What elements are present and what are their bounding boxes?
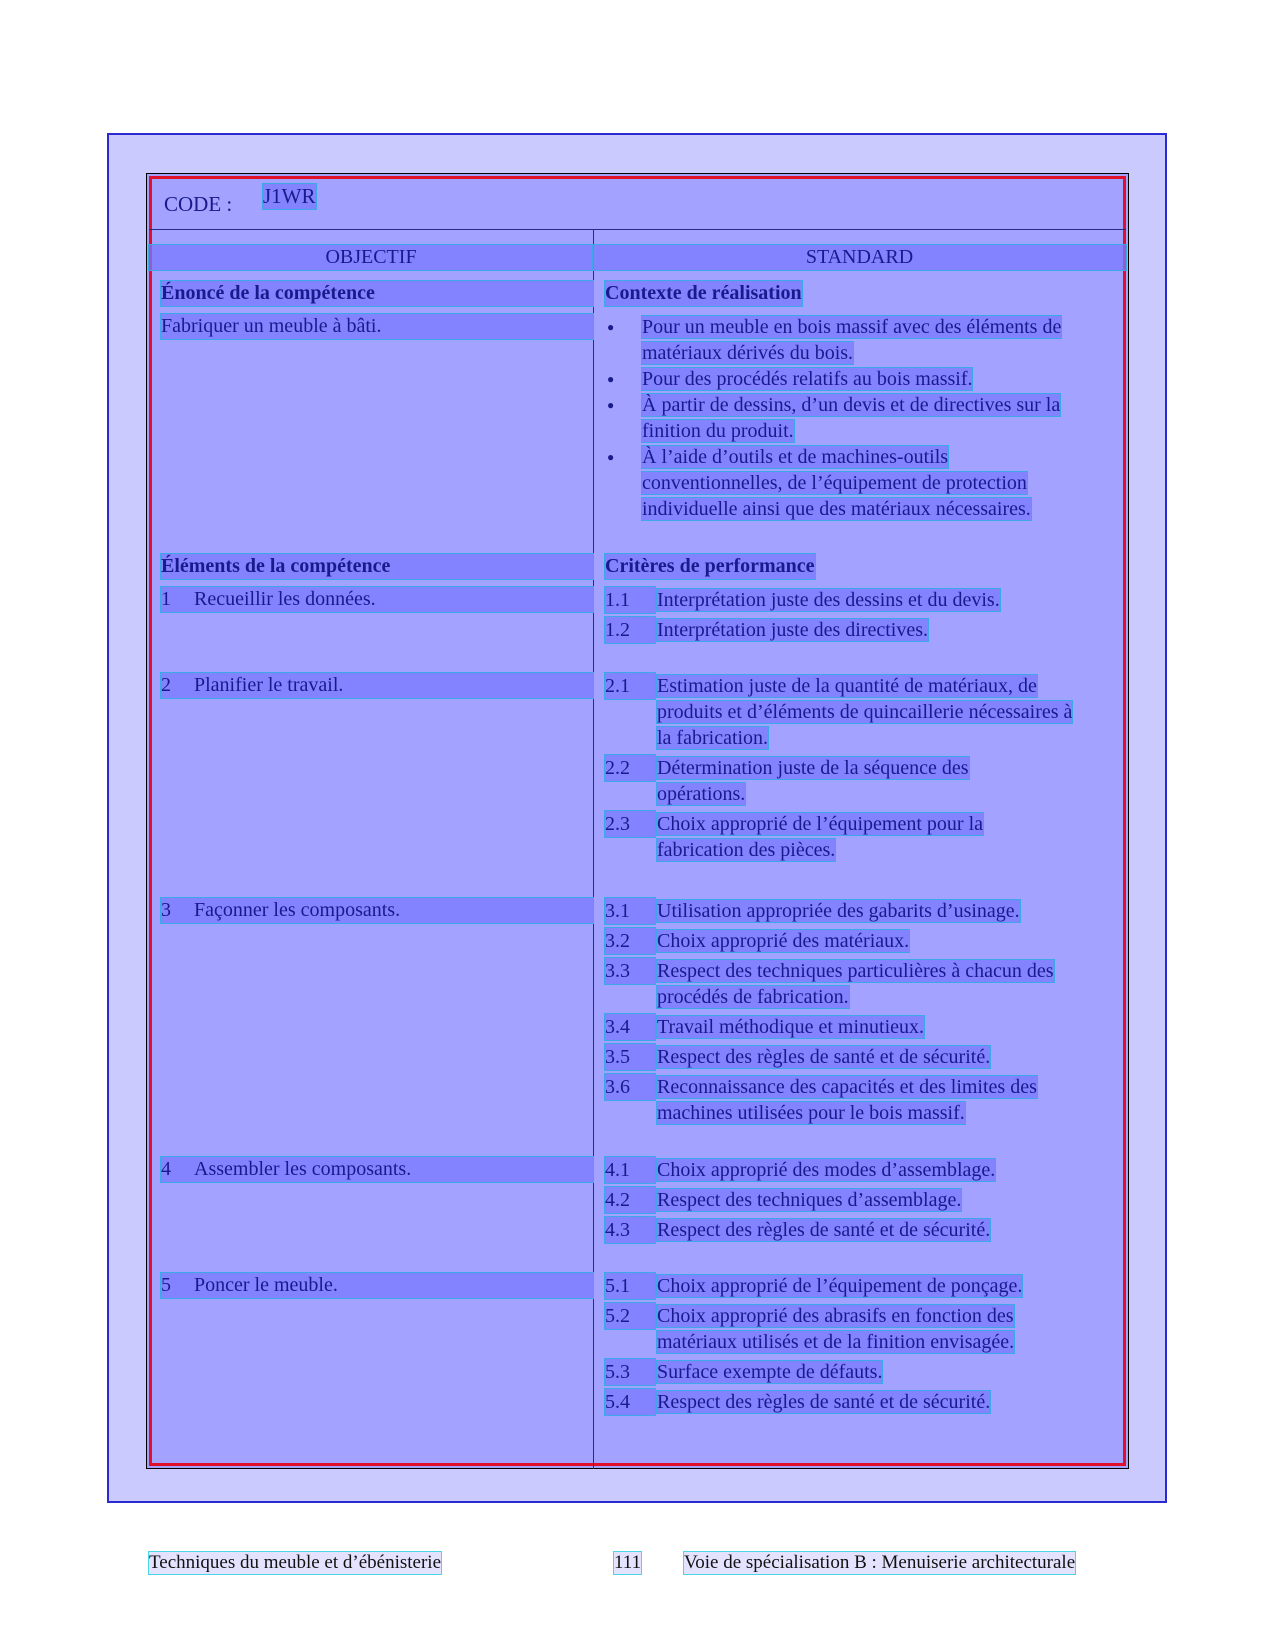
element-number: 1 — [161, 588, 171, 610]
footer-right: Voie de spécialisation B : Menuiserie architecturale — [684, 1552, 1076, 1573]
context-item — [605, 444, 1075, 522]
code-row-divider — [149, 229, 1126, 230]
criterion-3-6 — [605, 1074, 1095, 1126]
criteria-heading: Critères de performance — [605, 555, 815, 577]
context-item — [605, 314, 1075, 366]
criterion-text: Choix approprié de l’équipement de ponçage. — [657, 1275, 1023, 1297]
element-number: 2 — [161, 674, 171, 696]
criterion-1-1 — [605, 587, 1085, 613]
criterion-text: Interprétation juste des dessins et du devis. — [657, 589, 1000, 611]
element-label: Recueillir les données. — [194, 588, 376, 610]
element-label: Poncer le meuble. — [194, 1274, 338, 1296]
criterion-text: Choix approprié des modes d’assemblage. — [657, 1159, 996, 1181]
criterion-3-1 — [605, 898, 1085, 924]
criterion-number: 3.6 — [605, 1074, 655, 1100]
criterion-text: Utilisation appropriée des gabarits d’usinage. — [657, 900, 1020, 922]
element-3 — [161, 898, 593, 923]
criterion-4-3 — [605, 1217, 1085, 1243]
criterion-number: 1.1 — [605, 587, 655, 613]
criterion-text: Respect des techniques particulières à chacun des procédés de fabrication. — [657, 960, 1054, 1008]
context-item-text: À partir de dessins, d’un devis et de directives sur la finition du produit. — [642, 394, 1061, 442]
criterion-number: 4.3 — [605, 1217, 655, 1243]
element-label: Assembler les composants. — [194, 1158, 412, 1180]
header-row-divider — [149, 270, 1126, 271]
criterion-text: Respect des techniques d’assemblage. — [657, 1189, 962, 1211]
criterion-3-5 — [605, 1044, 1085, 1070]
criterion-number: 3.1 — [605, 898, 655, 924]
criterion-5-4 — [605, 1389, 1085, 1415]
criterion-5-1 — [605, 1273, 1095, 1299]
criterion-4-2 — [605, 1187, 1085, 1213]
element-label: Façonner les composants. — [194, 899, 401, 921]
code-value: J1WR — [263, 184, 316, 208]
criterion-text: Choix approprié des matériaux. — [657, 930, 910, 952]
criterion-text: Respect des règles de santé et de sécurité. — [657, 1046, 991, 1068]
element-1 — [161, 587, 593, 612]
page-number: 111 — [614, 1552, 642, 1573]
criterion-3-4 — [605, 1014, 1085, 1040]
criterion-number: 4.2 — [605, 1187, 655, 1213]
element-4 — [161, 1157, 593, 1182]
criterion-number: 3.4 — [605, 1014, 655, 1040]
criterion-3-2 — [605, 928, 1085, 954]
criterion-text: Surface exempte de défauts. — [657, 1361, 883, 1383]
criterion-text: Respect des règles de santé et de sécurité. — [657, 1219, 991, 1241]
context-item-text: Pour un meuble en bois massif avec des éléments de matériaux dérivés du bois. — [642, 316, 1062, 364]
code-label: CODE : — [164, 192, 233, 216]
criterion-number: 3.5 — [605, 1044, 655, 1070]
statement-text: Fabriquer un meuble à bâti. — [161, 314, 593, 339]
criterion-2-1 — [605, 673, 1085, 751]
column-header-objective — [149, 245, 593, 270]
context-list — [605, 314, 1075, 522]
column-header-standard-label: STANDARD — [805, 246, 914, 268]
elements-heading: Éléments de la compétence — [161, 554, 593, 579]
criterion-1-2 — [605, 617, 1085, 643]
column-header-standard — [593, 245, 1126, 270]
criterion-number: 5.2 — [605, 1303, 655, 1329]
criterion-number: 2.1 — [605, 673, 655, 699]
criterion-text: Interprétation juste des directives. — [657, 619, 929, 641]
statement-heading: Énoncé de la compétence — [161, 281, 593, 306]
criterion-number: 4.1 — [605, 1157, 655, 1183]
context-item-text: Pour des procédés relatifs au bois massif. — [642, 368, 973, 390]
criterion-number: 5.1 — [605, 1273, 655, 1299]
context-item — [605, 366, 1075, 392]
criterion-text: Reconnaissance des capacités et des limites des machines utilisées pour le bois massif. — [657, 1076, 1037, 1124]
column-header-objective-label: OBJECTIF — [325, 246, 417, 268]
criterion-2-3 — [605, 811, 1035, 863]
criterion-number: 3.3 — [605, 958, 655, 984]
criterion-text: Détermination juste de la séquence des opérations. — [657, 757, 969, 805]
criterion-text: Choix approprié des abrasifs en fonction des matériaux utilisés et de la finition envisagée. — [657, 1305, 1015, 1353]
criterion-text: Choix approprié de l’équipement pour la fabrication des pièces. — [657, 813, 984, 861]
criterion-5-3 — [605, 1359, 1085, 1385]
criterion-number: 5.3 — [605, 1359, 655, 1385]
criterion-text: Respect des règles de santé et de sécurité. — [657, 1391, 991, 1413]
context-heading: Contexte de réalisation — [605, 282, 802, 304]
context-item — [605, 392, 1075, 444]
criterion-number: 1.2 — [605, 617, 655, 643]
criterion-5-2 — [605, 1303, 1075, 1355]
criterion-text: Estimation juste de la quantité de matériaux, de produits et d’éléments de quincaillerie nécessaires à la fabrication. — [657, 675, 1073, 749]
element-number: 5 — [161, 1274, 171, 1296]
criterion-2-2 — [605, 755, 1035, 807]
criterion-3-3 — [605, 958, 1085, 1010]
criterion-number: 5.4 — [605, 1389, 655, 1415]
criterion-number: 2.3 — [605, 811, 655, 837]
element-5 — [161, 1273, 593, 1298]
element-label: Planifier le travail. — [194, 674, 344, 696]
criterion-number: 2.2 — [605, 755, 655, 781]
element-number: 4 — [161, 1158, 171, 1180]
footer-left: Techniques du meuble et d’ébénisterie — [149, 1552, 442, 1573]
criterion-text: Travail méthodique et minutieux. — [657, 1016, 925, 1038]
column-divider — [593, 229, 594, 1469]
criterion-number: 3.2 — [605, 928, 655, 954]
element-number: 3 — [161, 899, 171, 921]
context-item-text: À l’aide d’outils et de machines-outils conventionnelles, de l’équipement de protection individuelle ainsi que des matériaux nécessaires. — [642, 446, 1031, 520]
criterion-4-1 — [605, 1157, 1085, 1183]
element-2 — [161, 673, 593, 698]
